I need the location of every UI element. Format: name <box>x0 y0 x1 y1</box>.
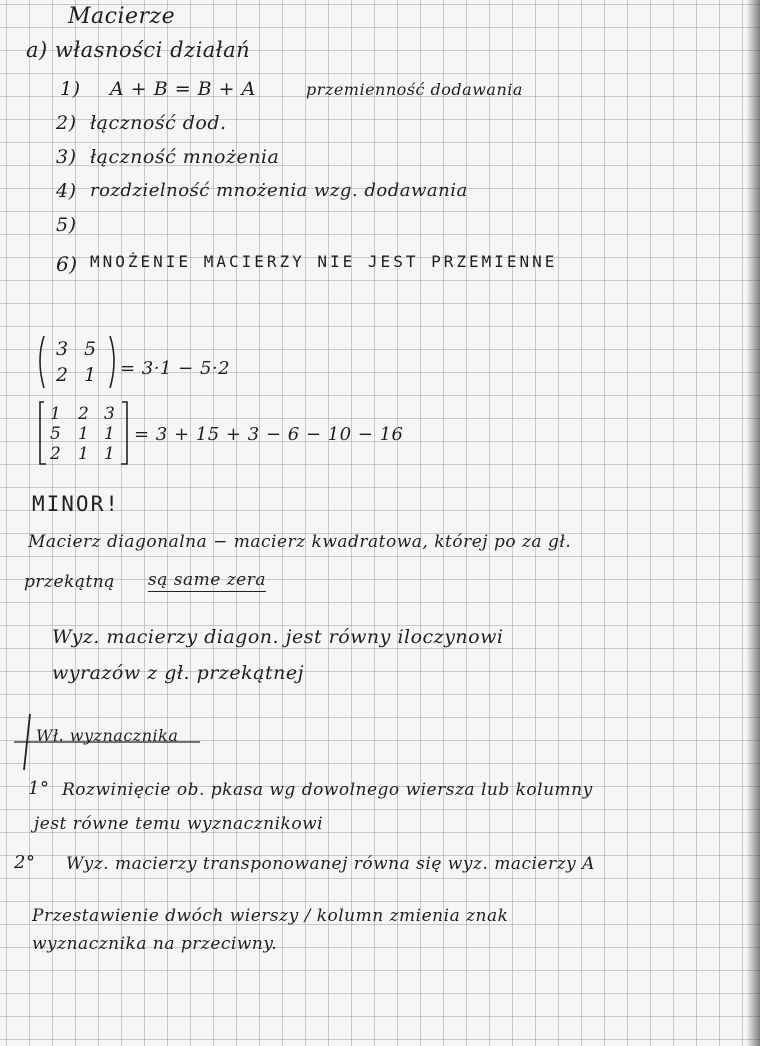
matrix3-r2c3: 1 <box>104 424 116 444</box>
det-diagonal-line1: Wyz. macierzy diagon. jest równy iloczynowi <box>52 626 504 648</box>
property-2-text: łączność dod. <box>90 112 227 134</box>
det-property-2-line1: Wyz. macierzy transponowanej równa się wyz. macierzy A <box>66 854 595 874</box>
det-property-1-line1: Rozwinięcie ob. pkasa wg dowolnego wiersza lub kolumny <box>62 780 593 800</box>
matrix3-r2c2: 1 <box>78 424 90 444</box>
det-diagonal-line2: wyrazów z gł. przekątnej <box>52 662 304 684</box>
matrix3-r1c2: 2 <box>78 404 90 424</box>
property-4-num: 4) <box>56 180 77 202</box>
property-6-text: MNOŻENIE MACIERZY NIE JEST PRZEMIENNE <box>90 252 558 271</box>
matrix2-result: = 3·1 − 5·2 <box>120 358 231 379</box>
property-1-num: 1) <box>60 78 81 100</box>
matrix3-r3c1: 2 <box>50 444 62 464</box>
matrix3-result: = 3 + 15 + 3 − 6 − 10 − 16 <box>134 424 404 445</box>
swap-note-line2: wyznacznika na przeciwny. <box>32 934 278 954</box>
property-1-note: przemienność dodawania <box>306 80 523 99</box>
matrix3-r1c1: 1 <box>50 404 62 424</box>
property-3-text: łączność mnożenia <box>90 146 280 168</box>
det-properties-heading: Wł. wyznacznika <box>36 726 179 745</box>
property-3-num: 3) <box>56 146 77 168</box>
matrix3-r2c1: 5 <box>50 424 62 444</box>
property-2-num: 2) <box>56 112 77 134</box>
det-property-1-line2: jest równe temu wyznacznikowi <box>34 814 324 834</box>
matrix3-r1c3: 3 <box>104 404 116 424</box>
page-title: Macierze <box>68 4 176 29</box>
matrix2-r1c2: 5 <box>84 338 97 360</box>
minor-heading: MINOR! <box>32 492 120 516</box>
diagonal-definition-line1: Macierz diagonalna − macierz kwadratowa, której po za gł. <box>28 532 572 552</box>
matrix3-r3c2: 1 <box>78 444 90 464</box>
matrix3-r3c3: 1 <box>104 444 116 464</box>
matrix2-r2c2: 1 <box>84 364 97 386</box>
diagonal-definition-line2a: przekątną <box>24 572 115 592</box>
det-property-1-num: 1° <box>28 778 50 799</box>
diagonal-definition-line2b: są same zera <box>148 570 266 590</box>
matrix2-r1c1: 3 <box>56 338 69 360</box>
property-1-text: A + B = B + A <box>110 78 256 100</box>
property-4-text: rozdzielność mnożenia wzg. dodawania <box>90 180 468 201</box>
property-5-num: 5) <box>56 214 77 236</box>
property-6-num: 6) <box>56 252 78 276</box>
matrix2-r2c1: 2 <box>56 364 69 386</box>
properties-heading: a) własności działań <box>26 38 251 62</box>
det-property-2-num: 2° <box>14 852 36 873</box>
swap-note-line1: Przestawienie dwóch wierszy / kolumn zmienia znak <box>32 906 509 926</box>
